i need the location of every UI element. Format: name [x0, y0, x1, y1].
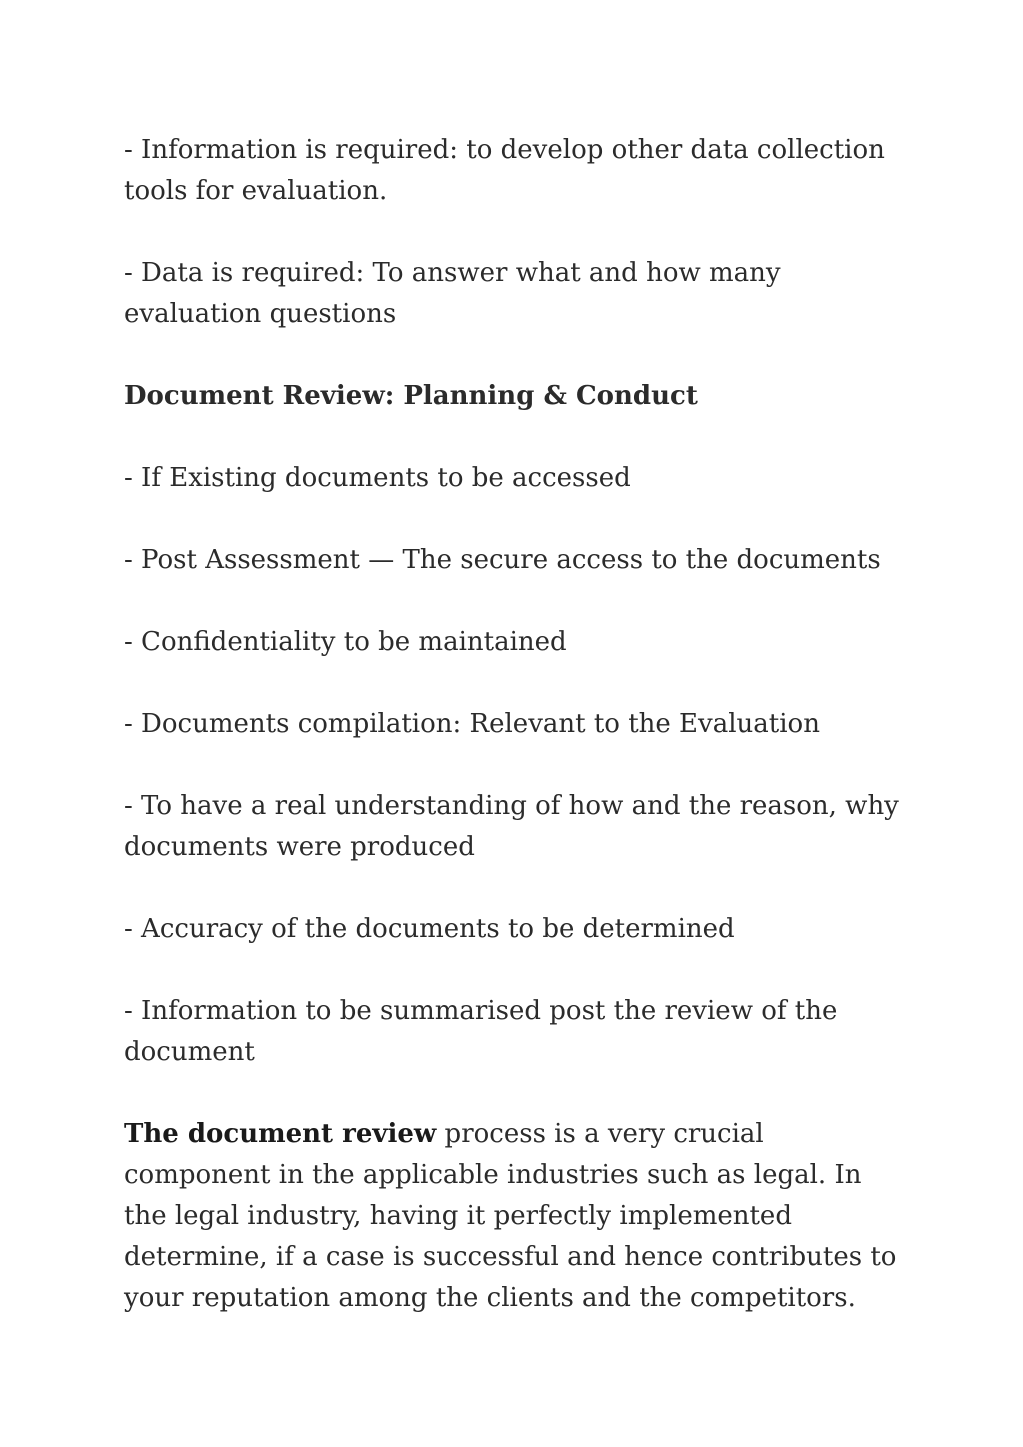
closing-text: process is a very crucial component in the applicable industries such as legal. In the legal industry, having it perfectly implemented determine, if a case is successful and hence contributes to your reputation among the clients and the competitors.: [124, 1119, 897, 1313]
document-page: [124, 130, 899, 1360]
bullet-existing-documents: - If Existing documents to be accessed: [124, 463, 631, 493]
bullet-data-required: - Data is required: To answer what and how many evaluation questions: [124, 258, 781, 329]
bullet-post-assessment: - Post Assessment — The secure access to the documents: [124, 545, 881, 575]
bullet-information-summarised: - Information to be summarised post the review of the document: [124, 996, 838, 1067]
bullet-info-required: - Information is required: to develop other data collection tools for evaluation.: [124, 135, 885, 206]
closing-bold-lead: The document review: [124, 1119, 437, 1149]
bullet-accuracy: - Accuracy of the documents to be determined: [124, 914, 735, 944]
bullet-confidentiality: - Confidentiality to be maintained: [124, 627, 567, 657]
section-heading: Document Review: Planning & Conduct: [124, 381, 698, 411]
bullet-real-understanding: - To have a real understanding of how and the reason, why documents were produced: [124, 791, 899, 862]
closing-paragraph: [124, 1114, 899, 1319]
bullet-documents-compilation: - Documents compilation: Relevant to the Evaluation: [124, 709, 820, 739]
